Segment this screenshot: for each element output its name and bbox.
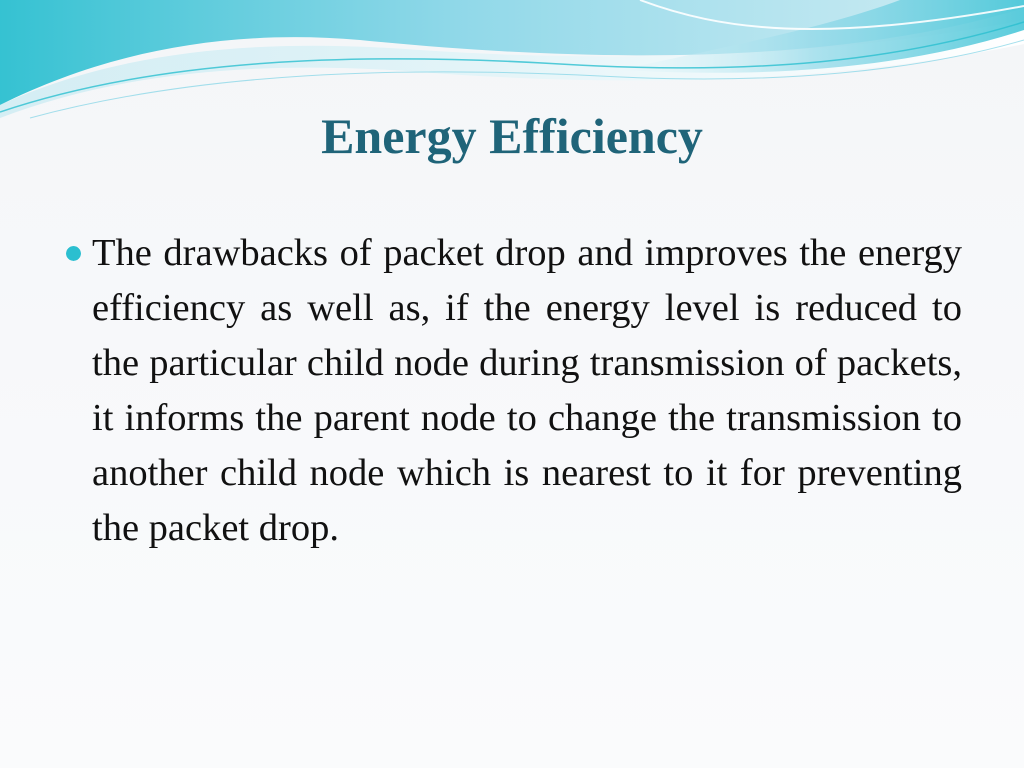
bullet-list <box>62 226 962 556</box>
filled-circle-bullet-icon <box>66 246 81 261</box>
bullet-text: The drawbacks of packet drop and improves the energy efficiency as well as, if the energy level is reduced to the particular child node during transmission of packets, it informs the parent node to change the transmission to another child node which is nearest to it for preventing the packet drop. <box>92 232 962 549</box>
bullet-item <box>62 226 962 556</box>
slide-title: Energy Efficiency <box>321 108 703 164</box>
